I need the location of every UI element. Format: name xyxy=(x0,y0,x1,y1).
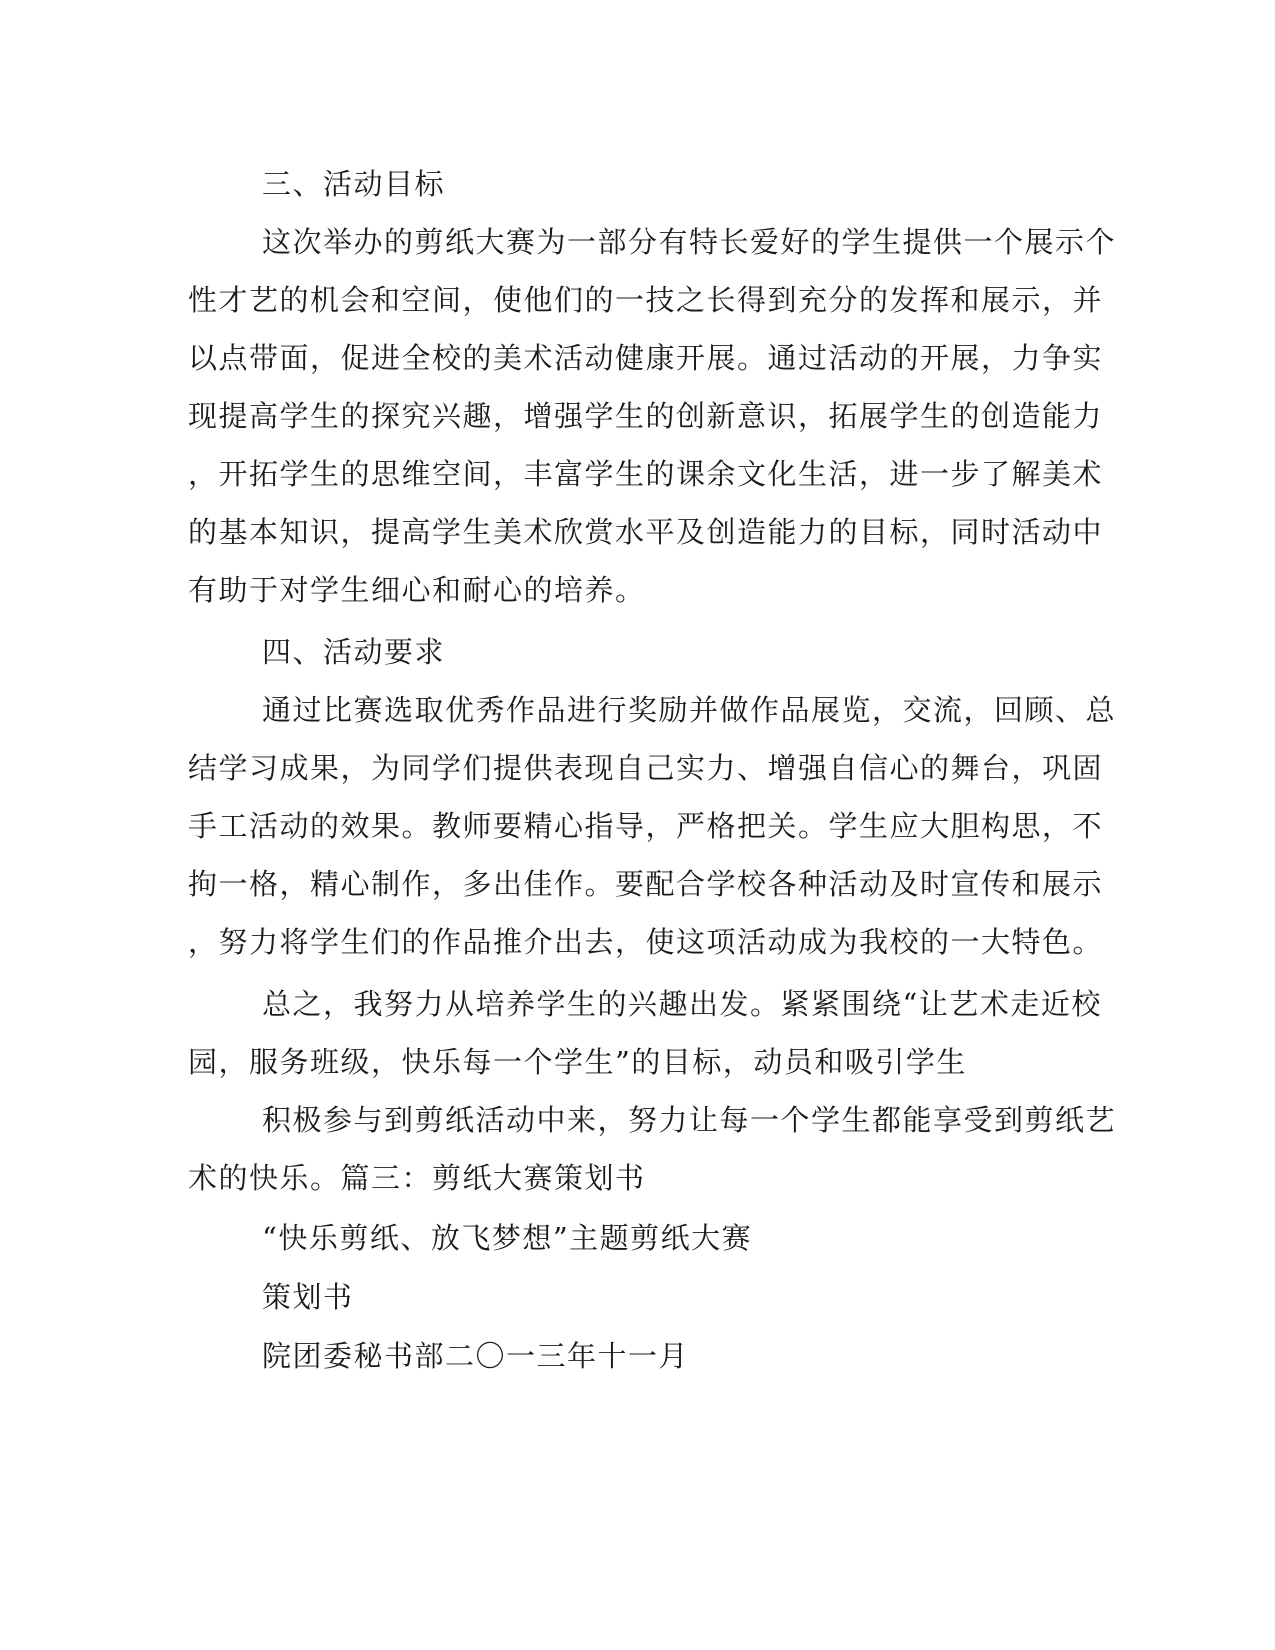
issuer-date: 院团委秘书部二〇一三年十一月 xyxy=(262,1339,690,1373)
section4-line-2: 结学习成果，为同学们提供表现自己实力、增强自信心的舞台，巩固 xyxy=(188,751,1104,785)
section3-line-5: ，开拓学生的思维空间，丰富学生的课余文化生活，进一步了解美术 xyxy=(188,457,1104,491)
summary-line-1: 总之，我努力从培养学生的兴趣出发。紧紧围绕“让艺术走近校 xyxy=(262,987,1102,1021)
closing-line-1: 积极参与到剪纸活动中来，努力让每一个学生都能享受到剪纸艺 xyxy=(262,1103,1117,1137)
section4-line-4: 拘一格，精心制作，多出佳作。要配合学校各种活动及时宣传和展示 xyxy=(188,867,1104,901)
closing-line-2: 术的快乐。篇三：剪纸大赛策划书 xyxy=(188,1161,646,1195)
section3-line-1: 这次举办的剪纸大赛为一部分有特长爱好的学生提供一个展示个 xyxy=(262,225,1117,259)
theme-title: “快乐剪纸、放飞梦想”主题剪纸大赛 xyxy=(262,1221,753,1255)
summary-line-2: 园，服务班级，快乐每一个学生”的目标，动员和吸引学生 xyxy=(188,1045,967,1079)
section3-line-6: 的基本知识，提高学生美术欣赏水平及创造能力的目标，同时活动中 xyxy=(188,515,1104,549)
section4-line-3: 手工活动的效果。教师要精心指导，严格把关。学生应大胆构思，不 xyxy=(188,809,1104,843)
section3-line-7: 有助于对学生细心和耐心的培养。 xyxy=(188,573,646,607)
section3-heading: 三、活动目标 xyxy=(262,167,446,201)
section4-line-5: ，努力将学生们的作品推介出去，使这项活动成为我校的一大特色。 xyxy=(188,925,1104,959)
section3-line-4: 现提高学生的探究兴趣，增强学生的创新意识，拓展学生的创造能力 xyxy=(188,399,1104,433)
section3-line-3: 以点带面，促进全校的美术活动健康开展。通过活动的开展，力争实 xyxy=(188,341,1104,375)
section4-line-1: 通过比赛选取优秀作品进行奖励并做作品展览，交流，回顾、总 xyxy=(262,693,1117,727)
section3-line-2: 性才艺的机会和空间，使他们的一技之长得到充分的发挥和展示，并 xyxy=(188,283,1104,317)
plan-label: 策划书 xyxy=(262,1280,354,1314)
section4-heading: 四、活动要求 xyxy=(262,635,446,669)
